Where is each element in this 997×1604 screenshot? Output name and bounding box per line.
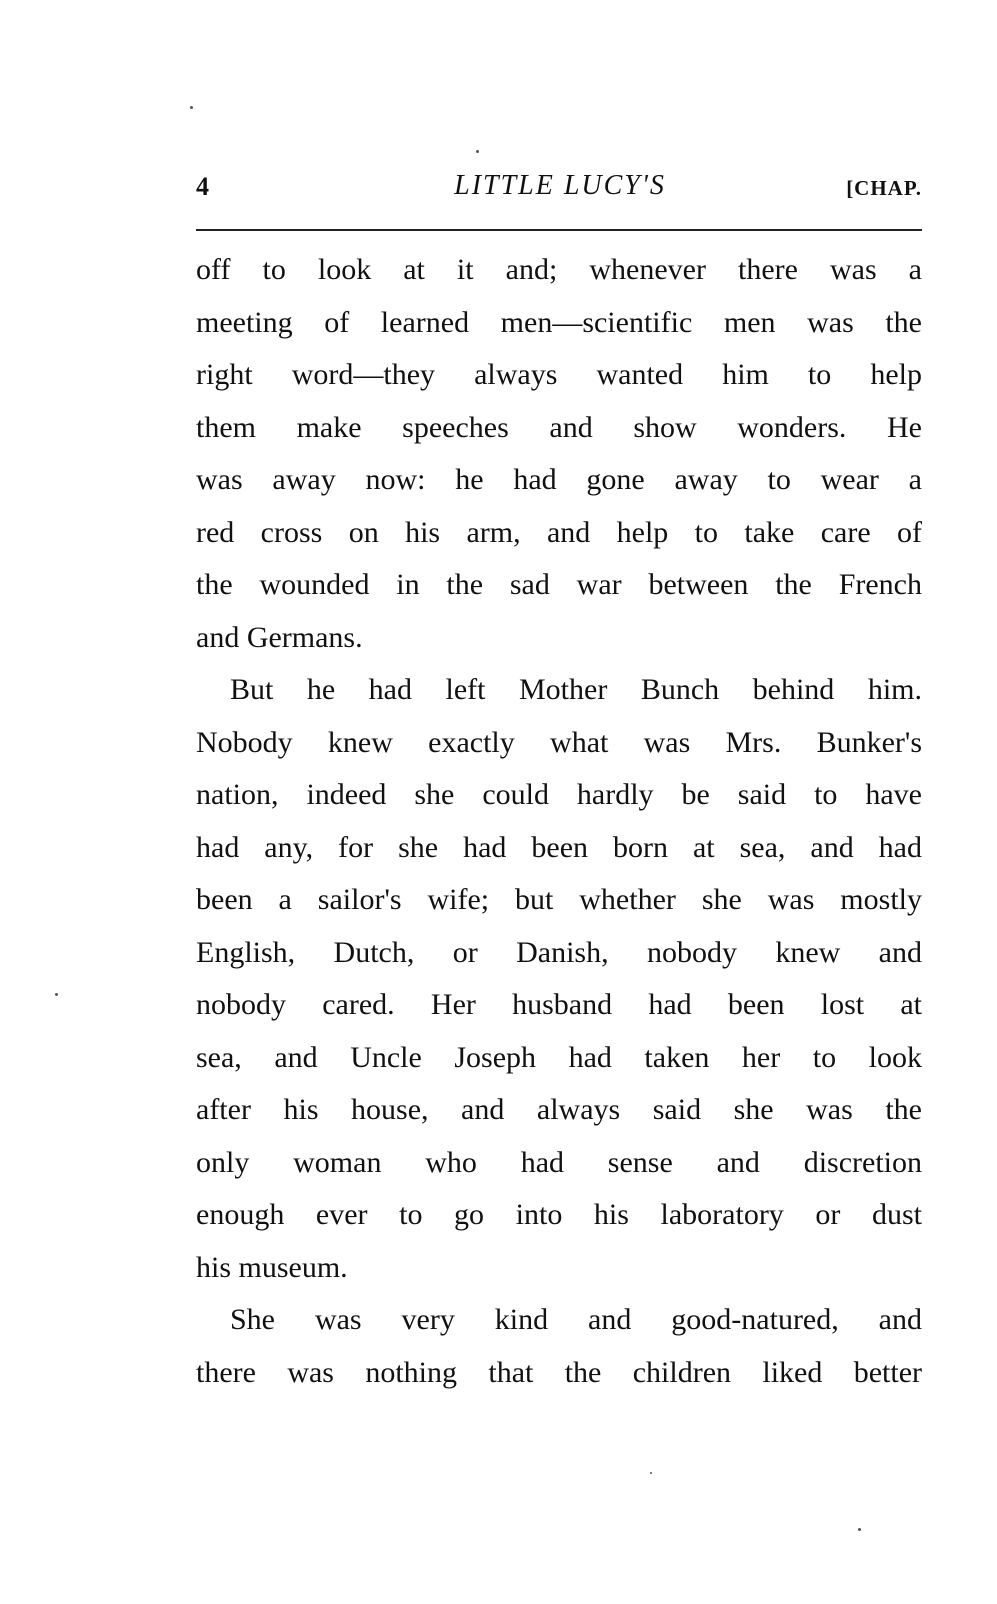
text-line: sea, and Uncle Joseph had taken her to look <box>196 1040 922 1074</box>
header-rule <box>196 229 922 231</box>
text-line: But he had left Mother Bunch behind him. <box>230 673 922 706</box>
body-text <box>196 244 922 1399</box>
paper-speck <box>55 993 58 996</box>
text-line: meeting of learned men—scientific men was the <box>196 305 922 339</box>
paper-speck <box>650 1472 652 1474</box>
text-line: was away now: he had gone away to wear a <box>196 463 922 496</box>
text-line: them make speeches and show wonders. He <box>196 410 922 444</box>
text-line: Nobody knew exactly what was Mrs. Bunker's <box>196 725 922 759</box>
text-line: had any, for she had been born at sea, and had <box>196 830 922 864</box>
text-line: and Germans. <box>196 620 363 654</box>
text-line: nobody cared. Her husband had been lost at <box>196 988 922 1021</box>
text-line: the wounded in the sad war between the French <box>196 568 922 601</box>
text-line: English, Dutch, or Danish, nobody knew and <box>196 935 922 969</box>
page-number: 4 <box>196 172 209 201</box>
paper-speck <box>858 1528 861 1531</box>
chapter-tag: [CHAP. <box>846 176 922 200</box>
paper-speck <box>476 150 479 153</box>
text-line: after his house, and always said she was the <box>196 1093 922 1126</box>
text-line: She was very kind and good-natured, and <box>230 1303 922 1336</box>
text-line: there was nothing that the children liked better <box>196 1355 922 1389</box>
running-title: LITTLE LUCY'S <box>454 170 666 201</box>
text-line: right word—they always wanted him to help <box>196 358 922 391</box>
text-line: his museum. <box>196 1250 348 1284</box>
page-header <box>196 170 924 214</box>
text-line: nation, indeed she could hardly be said to have <box>196 778 922 811</box>
text-line: off to look at it and; whenever there was a <box>196 253 922 286</box>
text-line: red cross on his arm, and help to take care of <box>196 515 922 549</box>
text-line: only woman who had sense and discretion <box>196 1145 922 1179</box>
text-line: enough ever to go into his laboratory or dust <box>196 1198 922 1231</box>
paper-speck <box>190 106 193 109</box>
text-line: been a sailor's wife; but whether she was mostly <box>196 883 922 916</box>
